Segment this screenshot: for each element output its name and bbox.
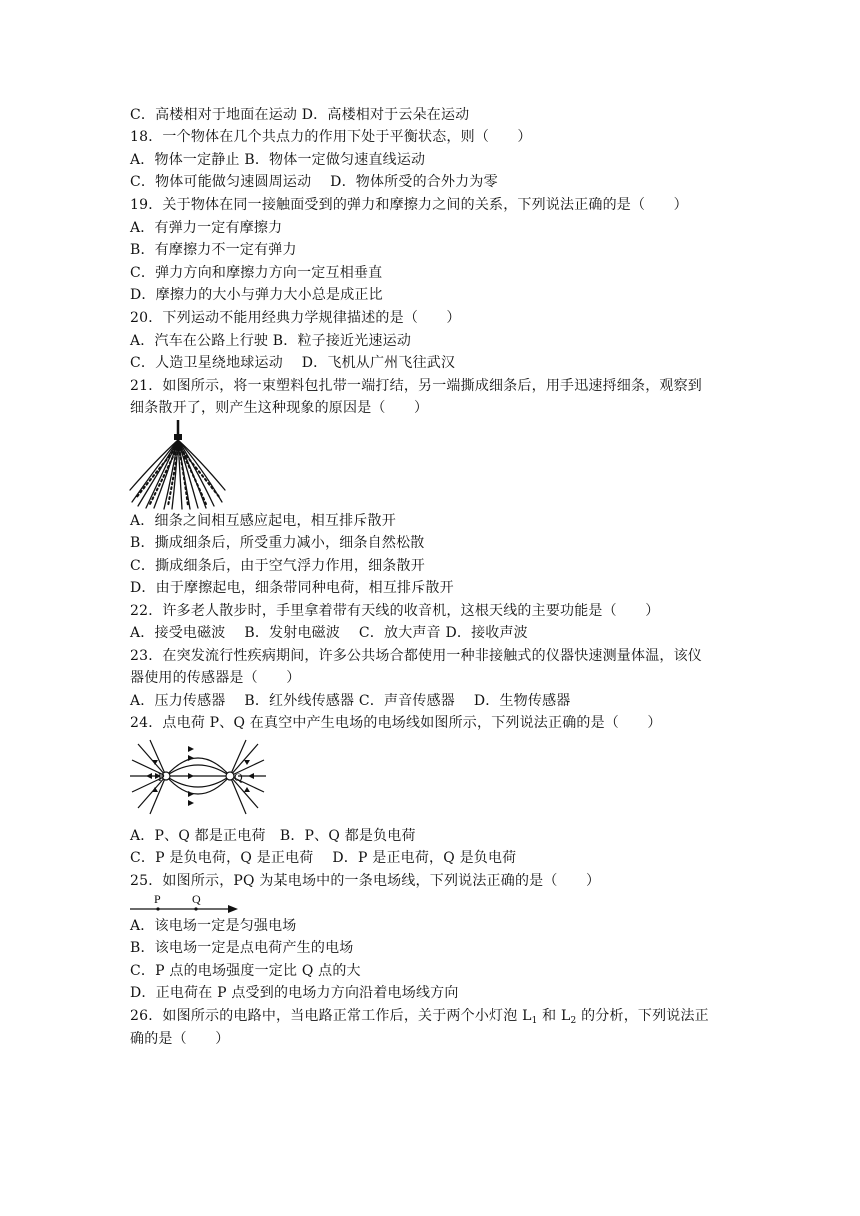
q21-option-d: D．由于摩擦起电，细条带同种电荷，相互排斥散开: [130, 580, 454, 596]
q19-stem: 19．关于物体在同一接触面受到的弹力和摩擦力之间的关系，下列说法正确的是（ ）: [130, 197, 688, 213]
q25-label-p: P: [154, 892, 161, 906]
q19-option-b: B．有摩擦力不一定有弹力: [130, 242, 297, 258]
q19-option-d: D．摩擦力的大小与弹力大小总是成正比: [130, 287, 383, 303]
q21-option-b: B．撕成细条后，所受重力减小，细条自然松散: [130, 535, 425, 551]
field-line-pq-figure: [128, 891, 240, 915]
q24-stem: 24．点电荷 P、Q 在真空中产生电场的电场线如图所示，下列说法正确的是（ ）: [130, 715, 662, 731]
q24-label-p: P: [158, 770, 165, 784]
q26-stem-line2: 确的是（ ）: [130, 1031, 230, 1047]
q18-options-ab: A．物体一定静止 B．物体一定做匀速直线运动: [130, 152, 426, 168]
q24-options-ab: A．P、Q 都是正电荷 B．P、Q 都是负电荷: [130, 828, 416, 844]
q25-label-q: Q: [192, 892, 201, 906]
q22-stem: 22．许多老人散步时，手里拿着带有天线的收音机，这根天线的主要功能是（ ）: [130, 603, 660, 619]
q21-option-a: A．细条之间相互感应起电，相互排斥散开: [130, 513, 396, 529]
q26-sub2: 2: [570, 1016, 577, 1026]
q17-options-cd: C．高楼相对于地面在运动 D．高楼相对于云朵在运动: [130, 107, 470, 123]
q19-option-a: A．有弹力一定有摩擦力: [130, 220, 283, 236]
q26-stem-mid: 和 L: [537, 1008, 571, 1024]
q18-stem: 18．一个物体在几个共点力的作用下处于平衡状态，则（ ）: [130, 129, 532, 145]
q18-options-cd: C．物体可能做匀速圆周运动 D．物体所受的合外力为零: [130, 174, 498, 190]
q24-label-q: Q: [234, 770, 243, 784]
q25-option-c: C．P 点的电场强度一定比 Q 点的大: [130, 963, 361, 979]
q23-stem-line1: 23．在突发流行性疾病期间，许多公共场合都使用一种非接触式的仪器快速测量体温，该仪: [130, 648, 703, 664]
q25-option-b: B．该电场一定是点电荷产生的电场: [130, 940, 354, 956]
q22-options: A．接受电磁波 B．发射电磁波 C．放大声音 D．接收声波: [130, 625, 528, 641]
q20-options-cd: C．人造卫星绕地球运动 D．飞机从广州飞往武汉: [130, 355, 456, 371]
q26-stem-line1: [130, 1006, 709, 1026]
q26-sub1: 1: [531, 1016, 538, 1026]
q26-stem-post: 的分析，下列说法正: [576, 1008, 709, 1024]
q24-options-cd: C．P 是负电荷，Q 是正电荷 D．P 是正电荷，Q 是负电荷: [130, 850, 517, 866]
q25-stem: 25．如图所示，PQ 为某电场中的一条电场线，下列说法正确的是（ ）: [130, 873, 601, 889]
q21-stem-line2: 细条散开了，则产生这种现象的原因是（ ）: [130, 400, 429, 416]
q25-option-a: A．该电场一定是匀强电场: [130, 918, 297, 934]
q20-stem: 20．下列运动不能用经典力学规律描述的是（ ）: [130, 310, 461, 326]
q23-options: A．压力传感器 B．红外线传感器 C．声音传感器 D．生物传感器: [130, 693, 571, 709]
q25-option-d: D．正电荷在 P 点受到的电场力方向沿着电场线方向: [130, 985, 459, 1001]
q26-stem-pre: 26．如图所示的电路中，当电路正常工作后，关于两个小灯泡 L: [130, 1008, 532, 1024]
q19-option-c: C．弹力方向和摩擦力方向一定互相垂直: [130, 265, 383, 281]
q20-options-ab: A．汽车在公路上行驶 B．粒子接近光速运动: [130, 333, 412, 349]
q21-option-c: C．撕成细条后，由于空气浮力作用，细条散开: [130, 558, 425, 574]
q23-stem-line2: 器使用的传感器是（ ）: [130, 670, 301, 686]
electric-field-lines-figure: [128, 738, 268, 816]
q21-stem-line1: 21．如图所示，将一束塑料包扎带一端打结，另一端撕成细条后，用手迅速捋细条，观察到: [130, 378, 703, 394]
plastic-strips-figure: [128, 420, 228, 510]
